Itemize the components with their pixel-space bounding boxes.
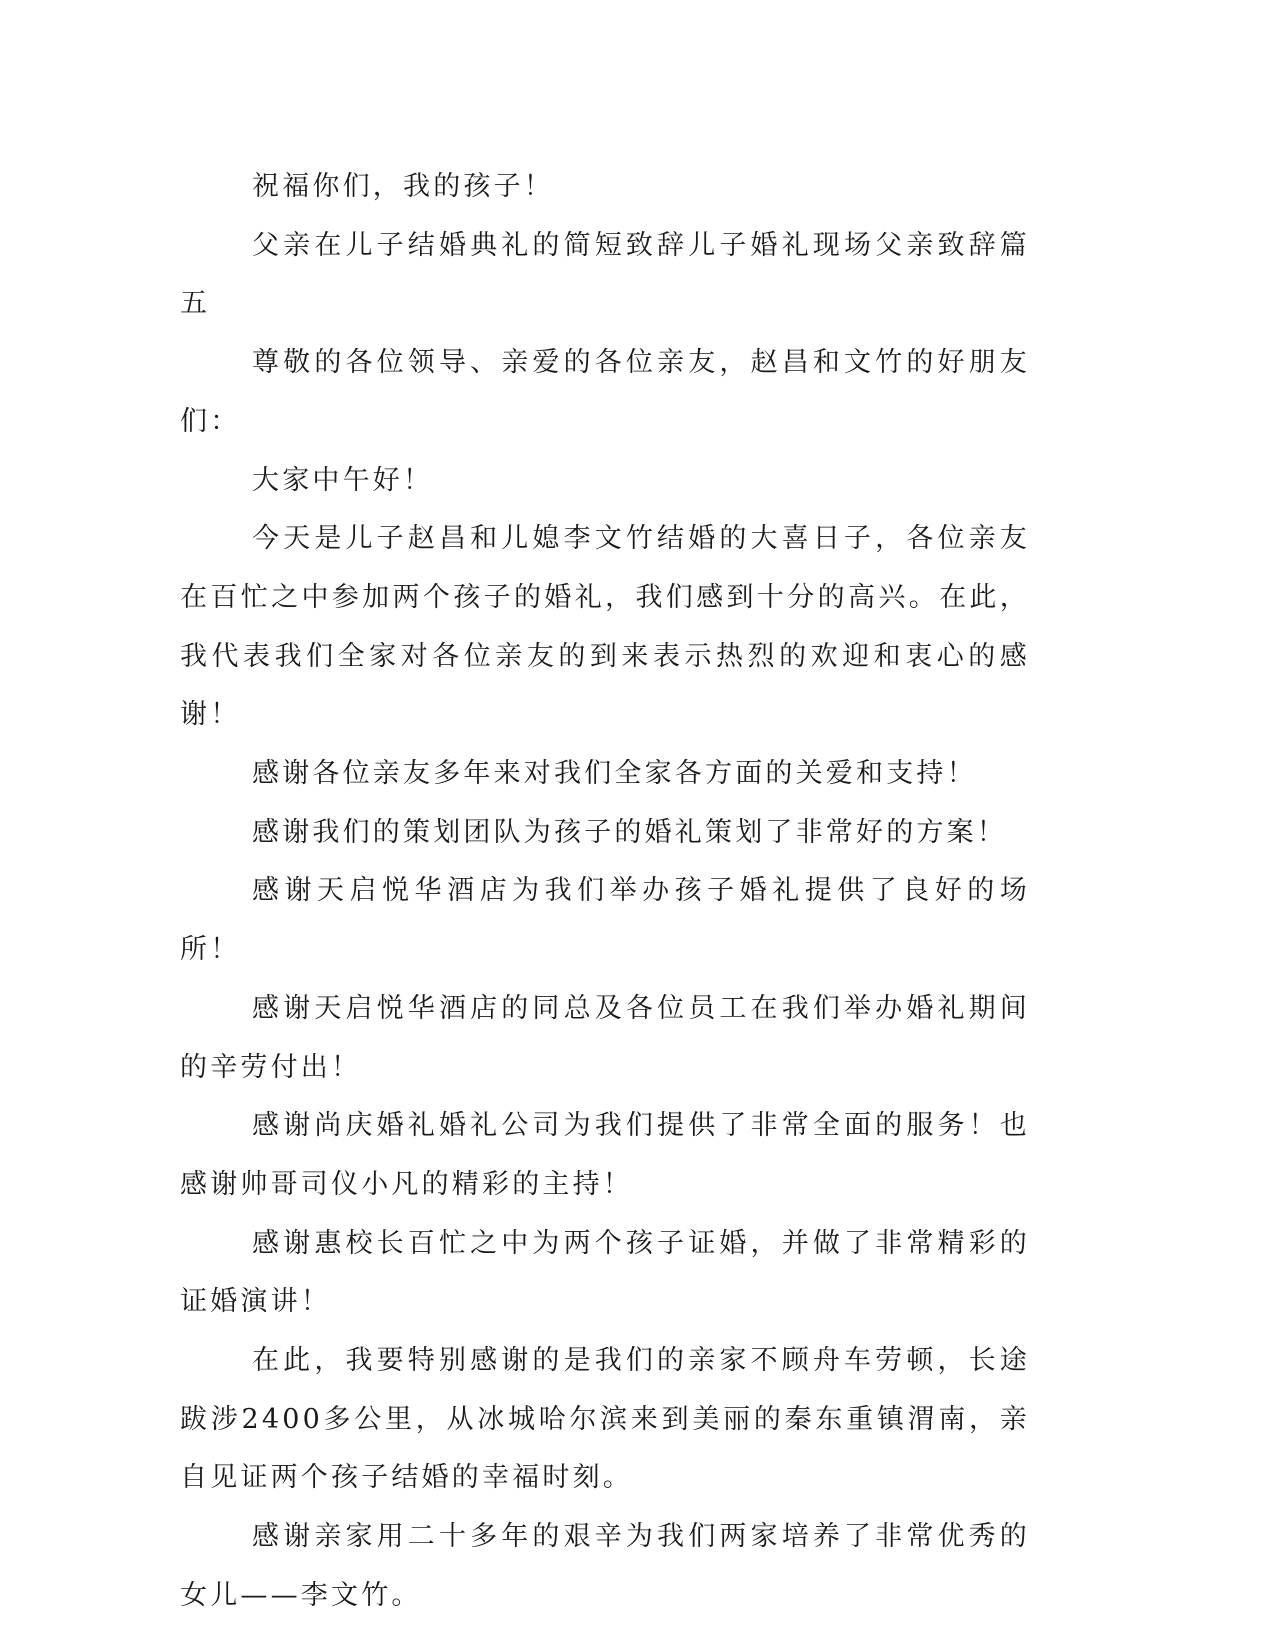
paragraph: 祝福你们，我的孩子！: [252, 171, 554, 202]
paragraph: 感谢天启悦华酒店的同总及各位员工在我们举办婚礼期间的辛劳付出！: [180, 992, 1030, 1083]
paragraph: 今天是儿子赵昌和儿媳李文竹结婚的大喜日子，各位亲友在百忙之中参加两个孩子的婚礼，我们感到十分的高兴。在此，我代表我们全家对各位亲友的到来表示热烈的欢迎和衷心的感谢！: [180, 523, 1030, 731]
paragraph: 大家中午好！: [252, 464, 434, 496]
paragraph: 感谢惠校长百忙之中为两个孩子证婚，并做了非常精彩的证婚演讲！: [180, 1227, 1030, 1318]
paragraph: 父亲在儿子结婚典礼的简短致辞儿子婚礼现场父亲致辞篇五: [180, 229, 1030, 320]
paragraph: 感谢尚庆婚礼婚礼公司为我们提供了非常全面的服务！也感谢帅哥司仪小凡的精彩的主持！: [180, 1110, 1030, 1200]
paragraph: 尊敬的各位领导、亲爱的各位亲友，赵昌和文竹的好朋友们：: [180, 347, 1030, 437]
paragraph: 在此，我要特别感谢的是我们的亲家不顾舟车劳顿，长途跋涉2400多公里，从冰城哈尔滨来到美丽的秦东重镇渭南，亲自见证两个孩子结婚的幸福时刻。: [180, 1345, 1030, 1494]
paragraph: 感谢天启悦华酒店为我们举办孩子婚礼提供了良好的场所！: [180, 875, 1030, 966]
paragraph: 感谢亲家用二十多年的艰辛为我们两家培养了非常优秀的女儿——李文竹。: [180, 1521, 1030, 1611]
paragraph: 感谢各位亲友多年来对我们全家各方面的关爱和支持！: [252, 758, 977, 790]
document-body: [180, 158, 1030, 1626]
paragraph: 感谢我们的策划团队为孩子的婚礼策划了非常好的方案！: [252, 816, 1007, 848]
